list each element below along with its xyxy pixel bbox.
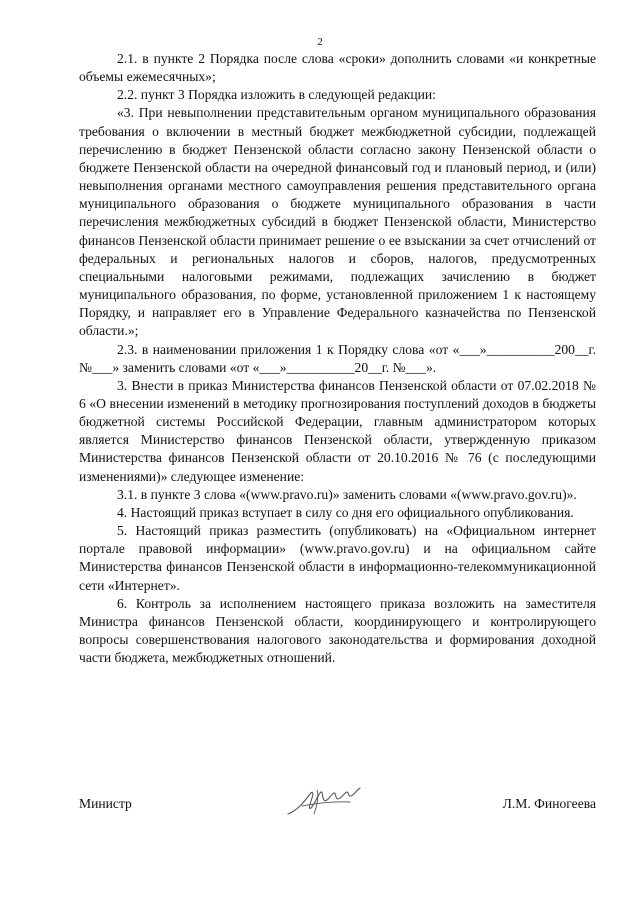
- paragraph-5: 5. Настоящий приказ разместить (опубликовать) на «Официальном интернет портале правовой информации» (www.pravo.gov.ru) и на официальном сайте Министерства финансов Пензенской области в информационно-телекоммуникационной сети «Интернет».: [79, 523, 596, 593]
- paragraph-quoted-point-3: «3. При невыполнении представительным органом муниципального образования требования о включении в местный бюджет межбюджетной субсидии, подлежащей перечислению в бюджет Пензенской области согласно закону Пензенской области о бюджете Пензенской области на очередной финансовый год и плановый период, и (или) невыполнения органами местного самоуправления решения представительного органа муниципального образования о бюджете муниципального образования в части перечисления межбюджетных субсидий в бюджет Пензенской области, Министерство финансов Пензенской области принимает решение о ее взыскании за счет отчислений от федеральных и региональных налогов и сборов, налогов, предусмотренных специальными налоговыми режимами, подлежащих зачислению в бюджет муниципального образования, по форме, установленной приложением 1 к настоящему Порядку, и направляет его в Управление Федерального казначейства по Пензенской области.»;: [79, 105, 596, 339]
- paragraph-2-2: 2.2. пункт 3 Порядка изложить в следующей редакции:: [117, 87, 436, 103]
- handwritten-signature-icon: [284, 784, 364, 820]
- paragraph-4: 4. Настоящий приказ вступает в силу со дня его официального опубликования.: [117, 504, 574, 520]
- paragraph-2-1: 2.1. в пункте 2 Порядка после слова «сроки» дополнить словами «и конкретные объемы ежемесячных»;: [79, 51, 596, 85]
- paragraph-2-3: 2.3. в наименовании приложения 1 к Порядку слова «от «___»__________200__г. №___» заменить словами «от «___»__________20__г. №___».: [79, 341, 596, 375]
- paragraph-6: 6. Контроль за исполнением настоящего приказа возложить на заместителя Министра финансов Пензенской области, координирующего и контролирующего вопросы совершенствования налогового законодательства и формирования доходной части бюджета, межбюджетных отношений.: [79, 595, 596, 666]
- signatory-name: Л.М. Финогеева: [502, 796, 596, 811]
- signature-block: [79, 784, 596, 824]
- page-number: 2: [317, 36, 323, 48]
- paragraph-3: 3. Внести в приказ Министерства финансов Пензенской области от 07.02.2018 № 6 «О внесении изменений в методику прогнозирования поступлений доходов в бюджеты бюджетной системы Российской Федерации, главным администратором которых является Министерство финансов Пензенской области, утвержденную приказом Министерства финансов Пензенской области от 20.10.2016 № 76 (с последующими изменениями)» следующее изменение:: [79, 377, 596, 484]
- paragraph-3-1: 3.1. в пункте 3 слова «(www.pravo.ru)» заменить словами «(www.pravo.gov.ru)».: [117, 486, 577, 502]
- signatory-title: Министр: [79, 796, 132, 811]
- document-body: [79, 50, 596, 667]
